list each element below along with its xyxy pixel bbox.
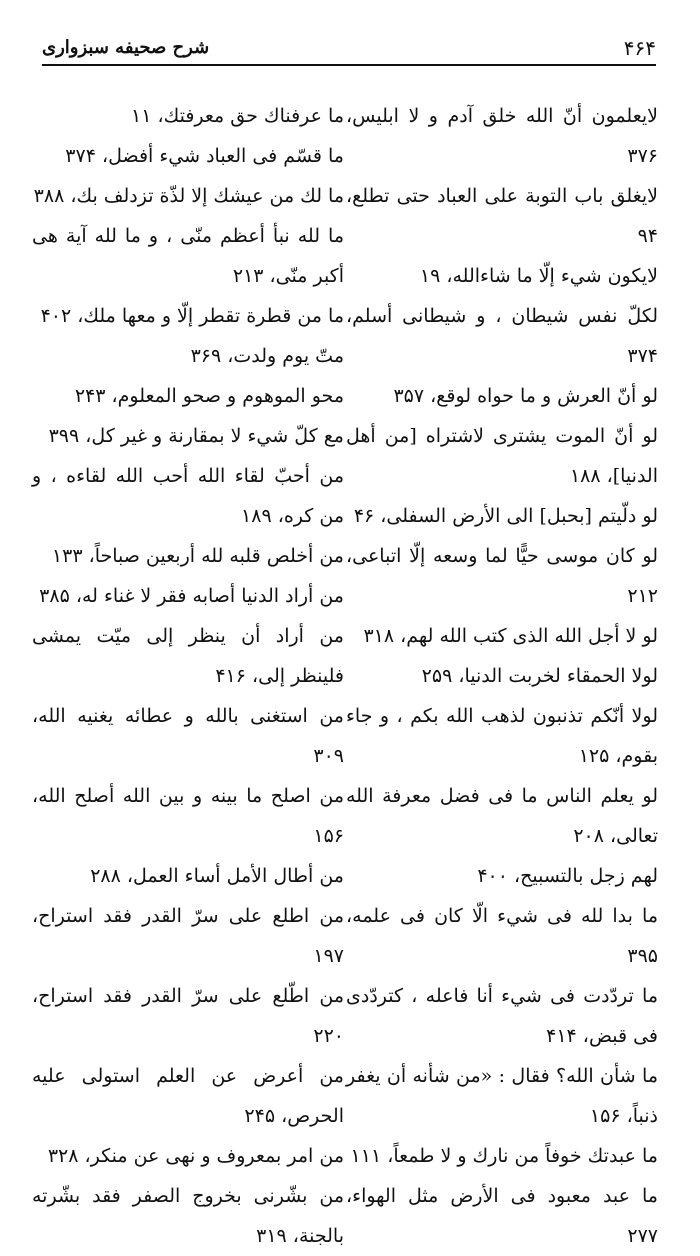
index-column-left [32, 96, 344, 1256]
index-entry: لكلّ نفس شيطان ، و شيطانى أسلم، ٣٧۴ [346, 305, 658, 367]
index-entry: لايعلمون أنّ الله خلق آدم و لا ابليس، ٣٧۶ [346, 105, 658, 167]
index-entry: من اصلح ما بينه و بين الله أصلح الله، ١۵۶ [32, 785, 344, 847]
index-entry: لو دلّيتم [بحبل] الى الأرض السفلى، ۴۶ [353, 505, 658, 527]
index-entry: من استغنى بالله و عطائه يغنيه الله، ٣٠٩ [32, 705, 344, 767]
index-entry: من أراد الدنيا أصابه فقر لا غناء له، ٣٨۵ [39, 585, 344, 607]
index-entry: لو يعلم الناس ما فى فضل معرفة الله تعالى، ٢٠٨ [346, 785, 658, 847]
index-entry: لو أنّ العرش و ما حواه لوقع، ٣۵٧ [393, 385, 658, 407]
index-entry: ما عبدتك خوفاً من نارك و لا طمعاً، ١١١ [350, 1145, 658, 1167]
index-entry: ما لله نبأ أعظم منّى ، و ما لله آية هى أكبر منّى، ٢١٣ [32, 225, 344, 287]
index-entry: ما لك من عيشك إلا لذّة تزدلف بك، ٣٨٨ [33, 185, 344, 207]
index-entry: لايكون شيء إلّا ما شاءالله، ١٩ [419, 265, 658, 287]
index-entry: ما قسّم فى العباد شيء أفضل، ٣٧۴ [65, 145, 344, 167]
index-entry: مع كلّ شيء لا بمقارنة و غير كل، ٣٩٩ [48, 425, 344, 447]
index-entry: لايغلق باب التوبة على العباد حتى تطلع، ٩۴ [346, 185, 658, 247]
index-entry: من أراد أن ينظر إلى ميّت يمشى فلينظر إلى، ۴١۶ [32, 625, 344, 687]
index-entry: من اطلع على سرّ القدر فقد استراح، ١٩٧ [32, 905, 344, 967]
index-entry: من أعرض عن العلم استولى عليه الحرص، ٢۴۵ [32, 1065, 344, 1127]
index-entry: ما شأن الله؟ فقال : «من شأنه أن يغفر ذنباً، ١۵۶ [346, 1065, 658, 1127]
index-entry: ما عبد معبود فى الأرض مثل الهواء، ٢٧٧ [346, 1185, 658, 1247]
index-entry: ما عرفناك حق معرفتك، ١١ [130, 105, 344, 127]
index-entry: ما بدا لله فى شيء الّا كان فى علمه، ٣٩۵ [346, 905, 658, 967]
index-entry: ما من قطرة تقطر إلّا و معها ملك، ۴٠٢ [40, 305, 344, 327]
index-column-right [346, 96, 658, 1256]
running-title: شرح صحيفه سبزوارى [42, 37, 210, 58]
index-entry: من أحبّ لقاء الله أحب الله لقاءه ، و من كره، ١٨٩ [32, 465, 344, 527]
index-entry: محو الموهوم و صحو المعلوم، ٢۴٣ [74, 385, 344, 407]
index-entry: لولا الحمقاء لخربت الدنيا، ٢۵٩ [421, 665, 658, 687]
index-entry: من أخلص قلبه لله أربعين صباحاً، ١٣٣ [51, 545, 344, 567]
index-entry: من امر بمعروف و نهى عن منكر، ٣٢٨ [47, 1145, 344, 1167]
index-entry: لو لا أجل الله الذى كتب الله لهم، ٣١٨ [363, 625, 658, 647]
index-entry: من اطّلع على سرّ القدر فقد استراح، ٢٢٠ [32, 985, 344, 1047]
index-entry: من بشّرنى بخروج الصفر فقد بشّرته بالجنة، ٣١٩ [32, 1185, 344, 1247]
page-number: ۴۶۴ [623, 36, 656, 60]
index-entry: لهم زجل بالتسبيح، ۴٠٠ [477, 865, 658, 887]
index-entry: لولا أنّكم تذنبون لذهب الله بكم ، و جاء بقوم، ١٢۵ [346, 705, 658, 767]
index-entry: من أطال الأمل أساء العمل، ٢٨٨ [90, 865, 344, 887]
index-entry: لو كان موسى حيًّا لما وسعه إلّا اتباعى، ٢١٢ [346, 545, 658, 607]
page-header [42, 28, 656, 66]
index-entry: لو أنّ الموت يشترى لاشتراه [من أهل الدنيا]، ١٨٨ [346, 425, 658, 487]
index-entry: متّ يوم ولدت، ٣۶٩ [190, 345, 344, 367]
index-entry: ما تردّدت فى شيء أنا فاعله ، كتردّدى فى قبض، ۴١۴ [346, 985, 658, 1047]
